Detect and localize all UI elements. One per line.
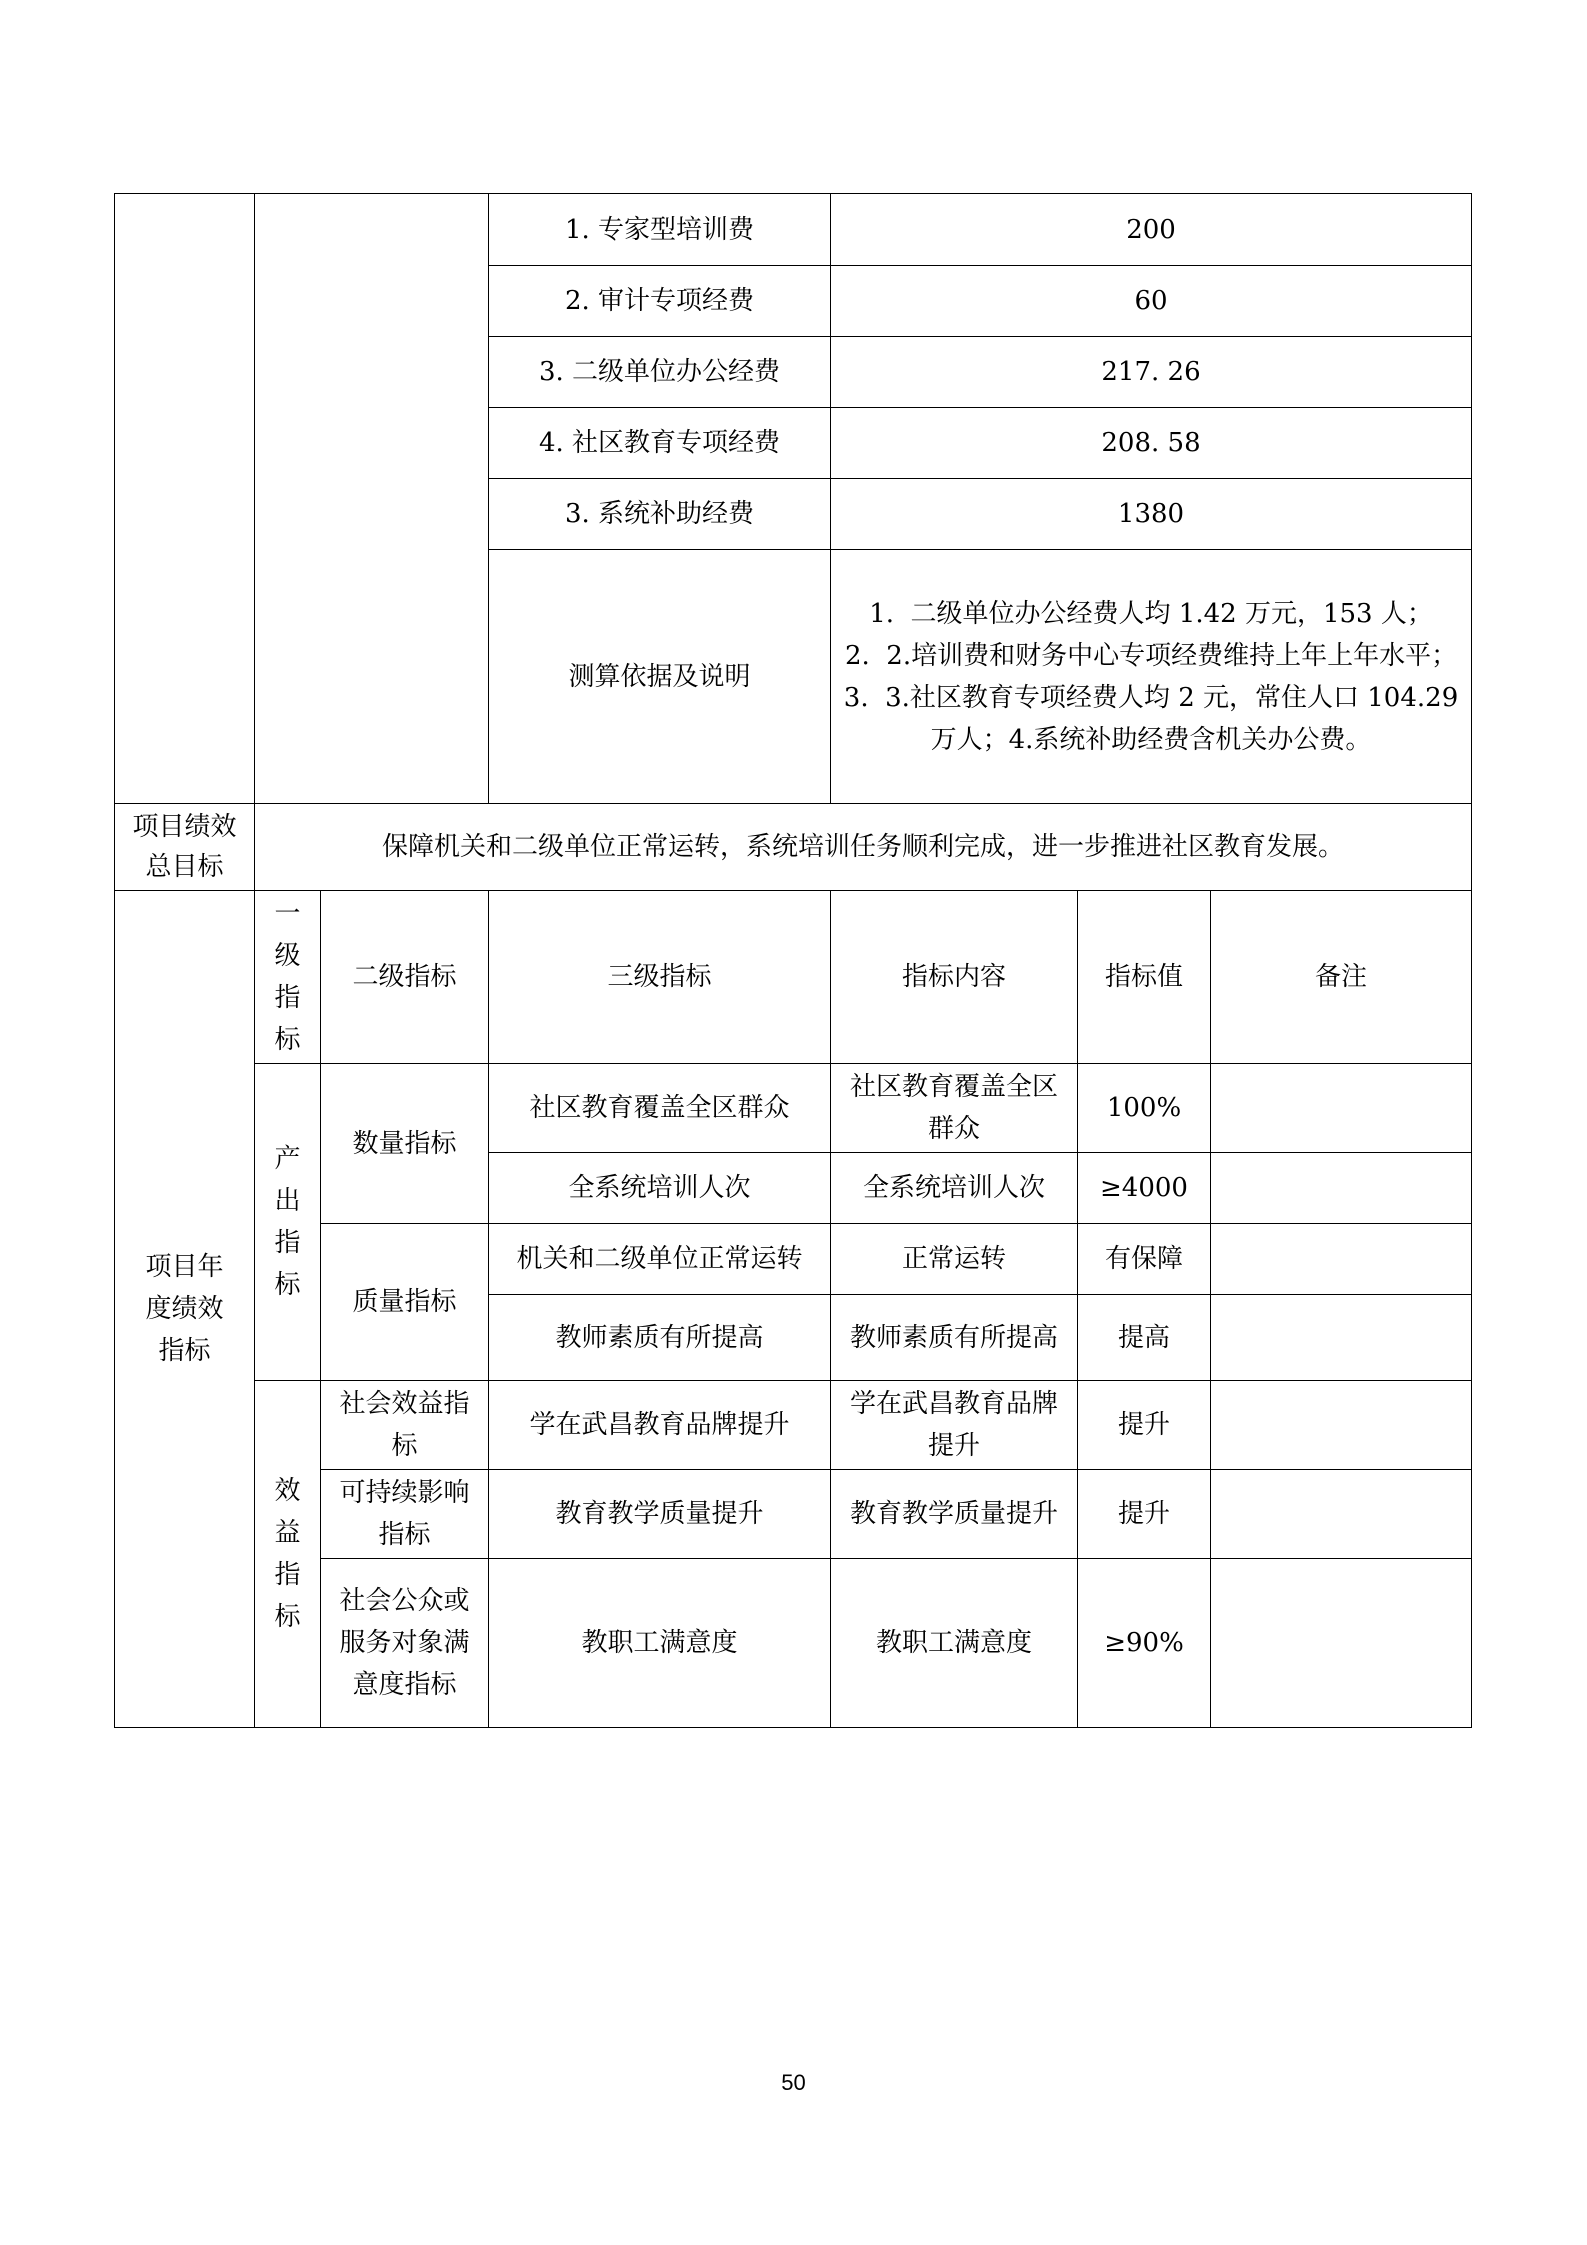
empty-cell (255, 194, 489, 804)
goal-text: 保障机关和二级单位正常运转，系统培训任务顺利完成，进一步推进社区教育发展。 (255, 804, 1472, 891)
basis-line: 3. 3.社区教育专项经费人均 2 元，常住人口 104.29 万人；4.系统补助经费含机关办公费。 (843, 682, 1459, 755)
note-cell (1211, 1064, 1472, 1153)
level2-cell: 数量指标 (321, 1064, 489, 1224)
level3-cell: 学在武昌教育品牌提升 (489, 1381, 831, 1470)
indicator-row (115, 1381, 1472, 1470)
content-cell: 学在武昌教育品牌提升 (831, 1381, 1078, 1470)
budget-item-value: 1380 (831, 479, 1472, 550)
empty-cell (115, 194, 255, 804)
header-level3: 三级指标 (489, 891, 831, 1064)
benefit-label: 效益指标 (255, 1381, 321, 1728)
header-content: 指标内容 (831, 891, 1078, 1064)
value-cell: 有保障 (1078, 1224, 1211, 1295)
budget-item-value: 200 (831, 194, 1472, 266)
goal-label: 项目绩效总目标 (115, 804, 255, 891)
header-value: 指标值 (1078, 891, 1211, 1064)
note-cell (1211, 1295, 1472, 1381)
content-cell: 全系统培训人次 (831, 1153, 1078, 1224)
level3-cell: 教师素质有所提高 (489, 1295, 831, 1381)
budget-item-label: 2. 审计专项经费 (489, 266, 831, 337)
level2-cell: 质量指标 (321, 1224, 489, 1381)
budget-item-label: 4. 社区教育专项经费 (489, 408, 831, 479)
basis-label: 测算依据及说明 (489, 550, 831, 804)
header-level2: 二级指标 (321, 891, 489, 1064)
level2-cell: 社会效益指标 (321, 1381, 489, 1470)
budget-item-label: 1. 专家型培训费 (489, 194, 831, 266)
level3-cell: 全系统培训人次 (489, 1153, 831, 1224)
level3-cell: 教育教学质量提升 (489, 1470, 831, 1559)
note-cell (1211, 1470, 1472, 1559)
value-cell: 100% (1078, 1064, 1211, 1153)
indicator-header-row (115, 891, 1472, 1064)
header-level1: 一级指标 (255, 891, 321, 1064)
header-note: 备注 (1211, 891, 1472, 1064)
budget-item-label: 3. 二级单位办公经费 (489, 337, 831, 408)
content-cell: 社区教育覆盖全区群众 (831, 1064, 1078, 1153)
goal-row (115, 804, 1472, 891)
page-number: 50 (781, 2070, 806, 2095)
value-cell: 提升 (1078, 1470, 1211, 1559)
content-cell: 教师素质有所提高 (831, 1295, 1078, 1381)
basis-text (831, 550, 1472, 804)
content-cell: 正常运转 (831, 1224, 1078, 1295)
level2-cell: 社会公众或服务对象满意度指标 (321, 1559, 489, 1728)
performance-table (114, 193, 1472, 1728)
note-cell (1211, 1153, 1472, 1224)
indicator-row (115, 1064, 1472, 1153)
value-cell: ≥4000 (1078, 1153, 1211, 1224)
budget-row (115, 194, 1472, 266)
level3-cell: 教职工满意度 (489, 1559, 831, 1728)
level2-cell: 可持续影响指标 (321, 1470, 489, 1559)
budget-item-value: 208. 58 (831, 408, 1472, 479)
budget-item-value: 60 (831, 266, 1472, 337)
budget-item-label: 3. 系统补助经费 (489, 479, 831, 550)
value-cell: 提升 (1078, 1381, 1211, 1470)
note-cell (1211, 1381, 1472, 1470)
value-cell: 提高 (1078, 1295, 1211, 1381)
note-cell (1211, 1224, 1472, 1295)
content-cell: 教职工满意度 (831, 1559, 1078, 1728)
content-cell: 教育教学质量提升 (831, 1470, 1078, 1559)
note-cell (1211, 1559, 1472, 1728)
output-label: 产出指标 (255, 1064, 321, 1381)
level3-cell: 社区教育覆盖全区群众 (489, 1064, 831, 1153)
value-cell: ≥90% (1078, 1559, 1211, 1728)
basis-line: 1. 二级单位办公经费人均 1.42 万元，153 人； (869, 598, 1433, 629)
basis-line: 2. 2.培训费和财务中心专项经费维持上年上年水平； (844, 640, 1458, 671)
level3-cell: 机关和二级单位正常运转 (489, 1224, 831, 1295)
budget-item-value: 217. 26 (831, 337, 1472, 408)
indicator-section-label: 项目年度绩效指标 (115, 891, 255, 1728)
